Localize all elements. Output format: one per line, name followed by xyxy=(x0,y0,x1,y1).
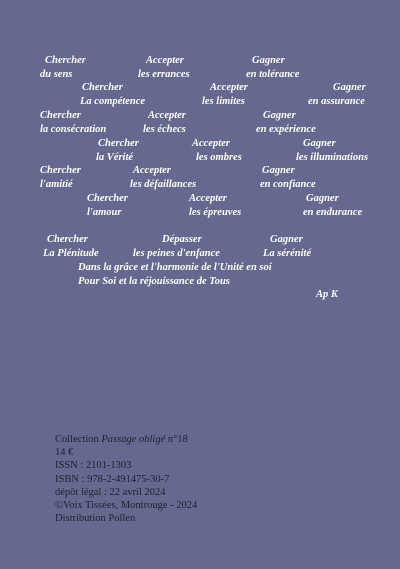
price: 14 € xyxy=(55,447,74,459)
poem-word: Accepter xyxy=(146,55,184,66)
poem-word: Gagner xyxy=(263,110,296,121)
distribution: Distribution Pollen xyxy=(55,513,136,525)
poem-word: Chercher xyxy=(82,82,123,93)
poem-word: l'amour xyxy=(87,207,122,218)
collection-line xyxy=(55,433,197,446)
poem-closing-line: Dans la grâce et l'harmonie de l'Unité en soi xyxy=(78,262,272,273)
poem-word: Chercher xyxy=(40,110,81,121)
collection-number: n°18 xyxy=(165,434,188,445)
poem-word: Dépasser xyxy=(162,234,202,245)
legal-deposit: dépôt légal : 22 avril 2024 xyxy=(55,486,166,498)
poem-word: Gagner xyxy=(270,234,303,245)
poem-word: en tolérance xyxy=(246,69,300,80)
poem-word: Chercher xyxy=(45,55,86,66)
poem-word: la consécration xyxy=(40,124,107,135)
poem-word: Chercher xyxy=(47,234,88,245)
copyright: ©Voix Tissées, Montrouge - 2024 xyxy=(55,500,198,512)
poem-word: La sérénité xyxy=(263,248,312,259)
poem-word: les échecs xyxy=(143,124,186,135)
poem-word: les peines d'enfance xyxy=(133,248,220,259)
poem-word: en assurance xyxy=(308,96,365,107)
poem-word: Accepter xyxy=(148,110,186,121)
poem-word: la Vérité xyxy=(96,152,134,163)
isbn: ISBN : 978-2-491475-30-7 xyxy=(55,473,170,485)
poem-word: Gagner xyxy=(303,138,336,149)
poem-word: Accepter xyxy=(192,138,230,149)
poem-word: les limites xyxy=(202,96,245,107)
poem-word: Accepter xyxy=(133,165,171,176)
poem-word: Chercher xyxy=(98,138,139,149)
poem-word: les illuminations xyxy=(296,152,369,163)
poem-word: Gagner xyxy=(333,82,366,93)
colophon xyxy=(55,433,197,525)
poem-word: les défaillances xyxy=(130,179,197,190)
poem-word: les épreuves xyxy=(189,207,242,218)
issn: ISSN : 2101-1303 xyxy=(55,460,132,472)
author-signature: Ap K xyxy=(316,289,338,300)
poem-word: Gagner xyxy=(306,193,339,204)
poem-word: les errances xyxy=(138,69,190,80)
poem-word: en confiance xyxy=(260,179,316,190)
collection-name: Passage obligé xyxy=(101,434,166,445)
poem-word: en endurance xyxy=(303,207,363,218)
poem-word: La Plénitude xyxy=(43,248,99,259)
poem-word: Chercher xyxy=(87,193,128,204)
poem-word: Accepter xyxy=(189,193,227,204)
poem-word: du sens xyxy=(40,69,73,80)
poem-word: l'amitié xyxy=(40,179,73,190)
collection-prefix: Collection xyxy=(55,434,102,445)
poem-word: Gagner xyxy=(252,55,285,66)
poem-word: Gagner xyxy=(262,165,295,176)
poem-word: Accepter xyxy=(210,82,248,93)
poem-closing-line: Pour Soi et la réjouissance de Tous xyxy=(78,276,230,287)
poem-word: en expérience xyxy=(256,124,316,135)
poem-word: Chercher xyxy=(40,165,81,176)
poem-word: les ombres xyxy=(196,152,242,163)
poem-word: La compétence xyxy=(80,96,146,107)
